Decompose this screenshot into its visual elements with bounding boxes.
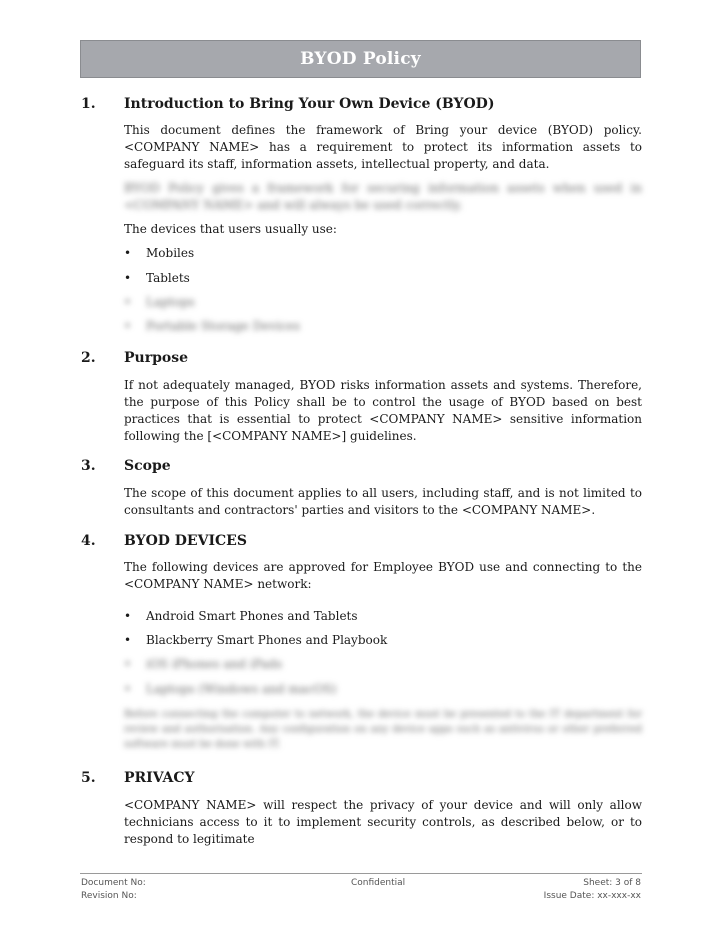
- blurred-paragraph: BYOD Policy gives a framework for securing information assets when used in <COMPANY NAME> and will always be used correctly.: [124, 181, 642, 212]
- blurred-paragraph: Before connecting the computer to network, the device must be presented to the IT department for review and authorisation. Any configuration on any device apps such as antivirus or other preferred software must be done with IT.: [124, 709, 642, 750]
- list-intro: The devices that users usually use:: [124, 222, 337, 236]
- section-number: 3.: [81, 458, 96, 474]
- section-heading: BYOD DEVICES: [124, 533, 247, 549]
- section-paragraph: The following devices are approved for Employee BYOD use and connecting to the <COMPANY NAME> network:: [124, 560, 642, 591]
- footer-classification: Confidential: [351, 878, 406, 888]
- footer-issue-date: Issue Date: xx-xxx-xx: [543, 891, 641, 901]
- section-number: 5.: [81, 770, 96, 786]
- section-number: 2.: [81, 350, 96, 366]
- document-title: BYOD Policy: [300, 49, 421, 69]
- section-paragraph: <COMPANY NAME> will respect the privacy of your device and will only allow technicians access to it to implement security controls, as described below, or to respond to legitimate: [124, 798, 642, 846]
- section-heading: Purpose: [124, 350, 188, 366]
- section-number: 4.: [81, 533, 96, 549]
- section-heading: Introduction to Bring Your Own Device (BYOD): [124, 96, 495, 112]
- document-title-bar: [80, 40, 641, 78]
- section-paragraph: If not adequately managed, BYOD risks information assets and systems. Therefore, the purpose of this Policy shall be to control the usage of BYOD based on best practices that is essential to protect <COMPANY NAME> sensitive information following the [<COMPANY NAME>] guidelines.: [124, 378, 642, 443]
- footer-divider: [80, 873, 642, 874]
- footer-sheet: Sheet: 3 of 8: [583, 878, 641, 888]
- section-number: 1.: [81, 96, 96, 112]
- section-heading: Scope: [124, 458, 171, 474]
- footer-revision-no: Revision No:: [81, 891, 137, 901]
- footer-document-no: Document No:: [81, 878, 146, 888]
- section-paragraph: The scope of this document applies to all users, including staff, and is not limited to consultants and contractors' parties and visitors to the <COMPANY NAME>.: [124, 486, 642, 517]
- section-paragraph: This document defines the framework of Bring your device (BYOD) policy. <COMPANY NAME> has a requirement to protect its information assets to safeguard its staff, information assets, intellectual property, and data.: [124, 123, 642, 171]
- section-heading: PRIVACY: [124, 770, 195, 786]
